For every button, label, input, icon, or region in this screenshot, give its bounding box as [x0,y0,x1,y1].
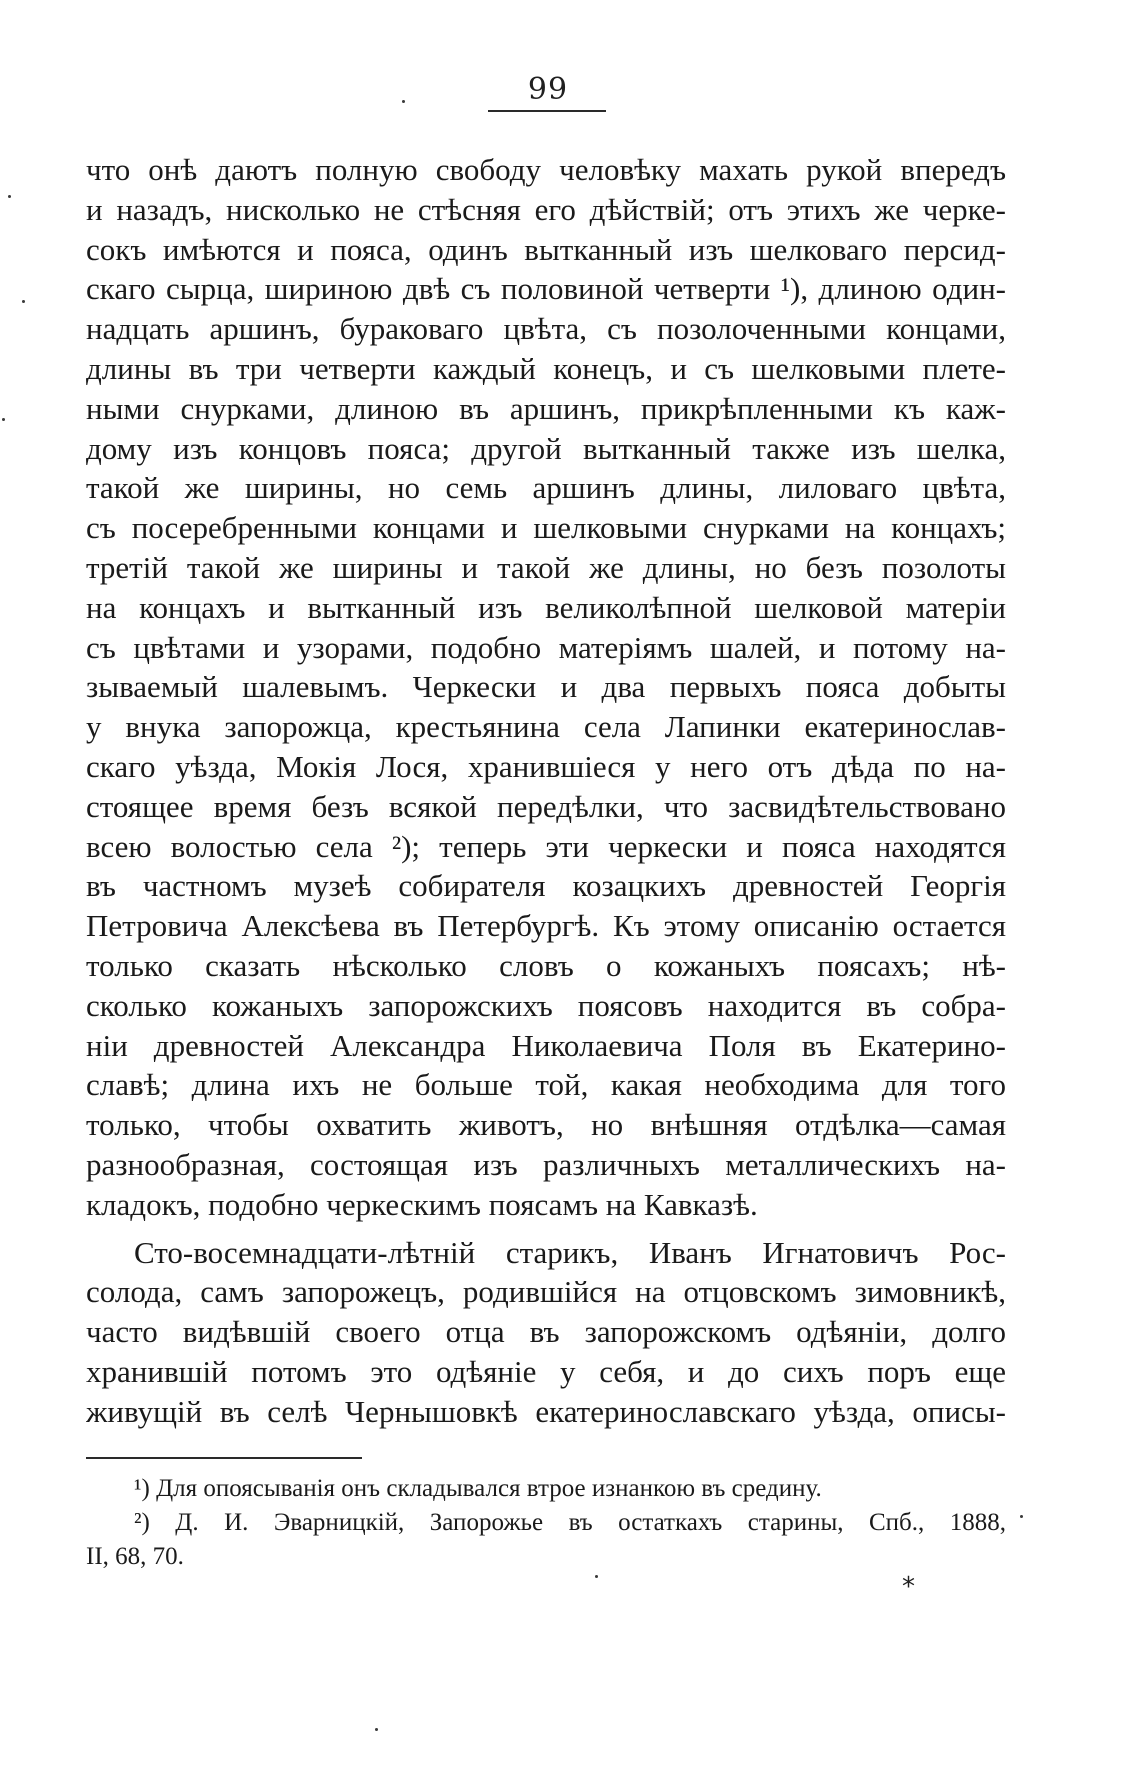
footnote-separator [86,1457,362,1459]
text-line: ніи древностей Александра Николаевича Поля въ Екатерино- [86,1027,1006,1063]
text-line: на концахъ и вытканный изъ великолѣпной шелковой матеріи [86,589,1006,625]
text-line: у внука запорожца, крестьянина села Лапинки екатеринослав- [86,709,1006,745]
text-line: скаго уѣзда, Мокія Лося, хранившіеся у него отъ дѣда по на- [86,748,1006,784]
text-line: хранившій потомъ это одѣяніе у себя, и до сихъ поръ еще [86,1353,1006,1389]
footnote-2-continuation: II, 68, 70. [86,1543,184,1570]
print-speck [8,195,11,198]
print-speck [2,418,5,421]
text-line: скаго сырца, шириною двѣ съ половиной четверти ¹), длиною один- [86,271,1006,307]
text-line: такой же ширины, но семь аршинъ длины, лиловаго цвѣта, [86,470,1006,506]
page-number: 99 [527,72,569,107]
text-line: зываемый шалевымъ. Черкески и два первыхъ пояса добыты [86,669,1006,705]
footnotes [86,1472,1006,1574]
text-line: разнообразная, состоящая изъ различныхъ металлическихъ на- [86,1146,1006,1182]
text-line: дому изъ концовъ пояса; другой вытканный также изъ шелка, [86,430,1006,466]
print-speck [402,100,405,103]
text-line: живущій въ селѣ Чернышовкѣ екатеринославскаго уѣзда, описы- [86,1393,1006,1429]
text-line: часто видѣвшій своего отца въ запорожскомъ одѣяніи, долго [86,1314,1006,1350]
text-line: ными снурками, длиною въ аршинъ, прикрѣпленными къ каж- [86,390,1006,426]
text-line: кладокъ, подобно черкескимъ поясамъ на Кавказѣ. [86,1186,758,1222]
footnote-2: ²) Д. И. Эварницкій, Запорожье въ остаткахъ старины, Спб., 1888, [134,1509,1006,1536]
print-speck [1020,1515,1023,1518]
main-text [86,150,1006,1432]
text-line: съ цвѣтами и узорами, подобно матеріямъ шалей, и потому на- [86,629,1006,665]
asterisk-mark: * [902,1572,915,1602]
text-line: въ частномъ музеѣ собирателя козацкихъ древностей Георгія [86,868,1006,904]
text-line: только, чтобы охватить животъ, но внѣшняя отдѣлка—самая [86,1107,1006,1143]
text-line: съ посеребренными концами и шелковыми снурками на концахъ; [86,510,1006,546]
print-speck [595,1575,598,1578]
paragraph-gap [86,1225,1006,1233]
text-line: стоящее время безъ всякой передѣлки, что засвидѣтельствовано [86,788,1006,824]
text-line: солода, самъ запорожецъ, родившійся на отцовскомъ зимовникѣ, [86,1274,1006,1310]
text-line: Петровича Алексѣева въ Петербургѣ. Къ этому описанію остается [86,908,1006,944]
text-line: длины въ три четверти каждый конецъ, и съ шелковыми плете- [86,350,1006,386]
text-line: что онѣ даютъ полную свободу человѣку махать рукой впередъ [86,152,1006,187]
text-line: всею волостью села ²); теперь эти черкески и пояса находятся [86,828,1006,864]
print-speck [22,300,25,303]
footnote-1: ¹) Для опоясыванія онъ складывался втрое изнанкою въ средину. [134,1475,822,1502]
page-number-underline [488,110,606,112]
text-line: только сказать нѣсколько словъ о кожаныхъ поясахъ; нѣ- [86,947,1006,983]
text-line: и назадъ, нисколько не стѣсняя его дѣйствій; отъ этихъ же черке- [86,191,1006,227]
text-line: третій такой же ширины и такой же длины, но безъ позолоты [86,549,1006,585]
text-line: надцать аршинъ, бураковаго цвѣта, съ позолоченными концами, [86,311,1006,347]
text-line: сколько кожаныхъ запорожскихъ поясовъ находится въ собра- [86,987,1006,1023]
text-line: славѣ; длина ихъ не больше той, какая необходима для того [86,1067,1006,1103]
print-speck [375,1728,378,1731]
text-line: сокъ имѣются и пояса, одинъ вытканный изъ шелковаго персид- [86,231,1006,267]
text-line: Сто-восемнадцати-лѣтній старикъ, Иванъ Игнатовичъ Рос- [134,1234,1006,1270]
